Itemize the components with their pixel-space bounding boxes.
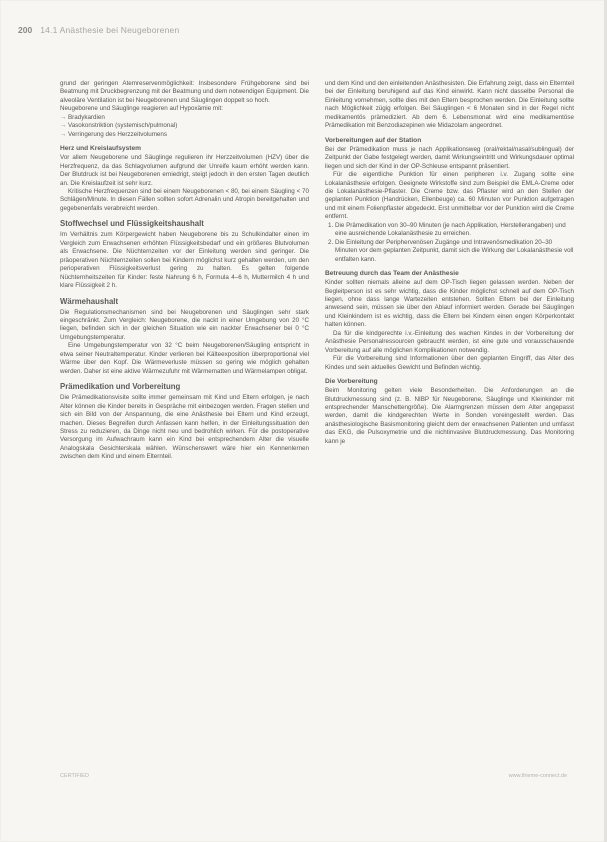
heading-waermehaushalt: Wärmehaushalt — [60, 296, 119, 306]
page-number: 200 — [18, 25, 33, 35]
paragraph: Für die Vorbereitung sind Informationen über den geplanten Eingriff, das Alter des Kindes und sein aktuelles Gewicht und Befinden wichtig. — [325, 355, 574, 371]
heading-praemedikation: Prämedikation und Vorbereitung — [60, 382, 181, 392]
section-title: 14.1 Anästhesie bei Neugeborenen — [40, 25, 180, 35]
running-header — [18, 24, 587, 36]
list-item: 1. Die Prämedikation von 30–90 Minuten (je nach Applikation, Herstellerangaben) und eine ausreichende Lokalanästhesie zu erreichen. — [335, 222, 574, 239]
paragraph: Kritische Herzfrequenzen sind bei einem Neugeborenen < 80, bei einem Säugling < 70 Schlägen/Minute. In diesen Fällen sollten sofort Adrenalin und Atropin bereitgehalten und gegebenenfalls verabreicht werden. — [60, 187, 309, 212]
subheading-vorbereitung: Die Vorbereitung — [325, 378, 378, 386]
paragraph: Die Prämedikationsvisite sollte immer gemeinsam mit Kind und Eltern erfolgen, je nach Alter können die Kinder bereits in Gespräche mit einbezogen werden. Fragen stellen und sich ein Bild von der Anspannung, die eine Anästhesie bei Eltern und Kind erzeugt, machen. Dieses Begreifen durch Anfassen kann helfen, in der Einleitungssituation den Stress zu reduzieren, da Dinge nicht neu und bedrohlich wirken. Für die postoperative Versorgung im Aufwachraum kann ein Kind bei entsprechendem Alter die visuelle Analogskala Gesichterskala wählen. Wünschenswert wäre hier ein Kennenlernen zwischen dem Kind und einem Elternteil. — [60, 394, 309, 461]
paragraph: Die Regulationsmechanismen sind bei Neugeborenen und Säuglingen sehr stark eingeschränkt. Zum Vergleich: Neugeborene, die nackt in einer Umgebung von 20 °C liegen, befinden sich in der gleichen Situation wie ein nackter Erwachsener bei 0 °C Umgebungstemperatur. — [60, 308, 309, 341]
list-item: → Vasokonstriktion (systemisch/pulmonal) — [60, 122, 309, 130]
two-column-body — [60, 80, 574, 760]
paragraph: grund der geringen Atemreservenmöglichkeit: Insbesondere Frühgeborene sind bei Beatmung mit Druckbegrenzung mit der Beatmung und dem notwendigen Equipment. Die alveoläre Ventilation ist bei Neugeborenen und Säuglingen doppelt so hoch. — [60, 80, 309, 104]
paragraph: Vor allem Neugeborene und Säuglinge regulieren ihr Herzzeitvolumen (HZV) über die Herzfrequenz, da das Schlagvolumen aufgrund der Unreife kaum erhöht werden kann. Der Blutdruck ist bei Neugeborenen erniedrigt, steigt jedoch in den ersten Tagen deutlich an. Die Kreislaufzeit ist sehr kurz. — [60, 154, 309, 187]
list-item: 2. Die Einleitung der Periphervenösen Zugänge und Intravenösmedikation 20–30 Minuten vor dem geplanten Zeitpunkt, damit sich die Wirkung der Lokalanästhesie voll entfalten kann. — [335, 239, 574, 264]
right-column — [325, 80, 574, 760]
paragraph: Bei der Prämedikation muss je nach Applikationsweg (oral/rektal/nasal/sublingual) der Zeitpunkt der Gabe festgelegt werden, damit Wirkungseintritt und Wirkungsdauer optimal liegen und sich der Kind in der OP-Schleuse entspannt präsentiert. — [325, 145, 574, 170]
subheading-herz: Herz und Kreislaufsystem — [60, 145, 141, 153]
bullet-list — [60, 114, 309, 139]
list-item: → Verringerung des Herzzeitvolumens — [60, 131, 309, 139]
footer-left-note: CERTIFIED — [60, 773, 89, 779]
heading-stoffwechsel: Stoffwechsel und Flüssigkeitshaushalt — [60, 219, 204, 229]
paragraph: Da für die kindgerechte i.v.-Einleitung des wachen Kindes in der Vorbereitung der Anästhesie Personalressourcen gebraucht werden, ist eine gute und vorausschauende Vorbereitung auf alle möglichen Komplikationen notwendig. — [325, 329, 574, 354]
list-item: → Bradykardien — [60, 114, 309, 122]
numbered-list — [325, 222, 574, 264]
paragraph: Kinder sollten niemals alleine auf dem OP-Tisch liegen gelassen werden. Neben der Begleitperson ist es sehr wichtig, dass die Kinder möglichst schnell auf dem OP-Tisch liegen, ohne dass lange Wartezeiten entstehen. Sollten Eltern bei der Einleitung anwesend sein, müssen sie über den Ablauf informiert werden. Gerade bei Säuglingen und Kleinkindern ist es wichtig, dass die Eltern bei Kindern einen engen Körperkontakt halten können. — [325, 279, 574, 329]
paragraph: Für die eigentliche Punktion für einen peripheren i.v. Zugang sollte eine Lokalanästhesie erfolgen. Geeignete Wirkstoffe sind zum Beispiel die EMLA-Creme oder die Lokalanästhesie-Pflaster. Die Creme bzw. das Pflaster wird an den Stellen der geplanten Punktion (Handrücken, Ellenbeuge) ca. 60 Minuten vor Punktion aufgetragen und mit einem Folienpflaster abgedeckt. Erst unmittelbar vor der Punktion wird die Creme entfernt. — [325, 171, 574, 221]
footer-right-note: www.thieme-connect.de — [508, 773, 567, 779]
page-footer — [60, 773, 567, 779]
paragraph: Beim Monitoring gelten viele Besonderheiten. Die Anforderungen an die Blutdruckmessung sind (z. B. NIBP für Neugeborene, Säuglinge und Kleinkinder mit entsprechender Manschettengröße). Die Alarmgrenzen müssen dem Alter angepasst werden, damit die kindgerechten Werte in Sonden voreingestellt werden. Das anästhesiologische Basismonitoring gleicht dem der erwachsenen Patienten und umfasst das EKG, die Pulsoxymetrie und die nichtinvasive Blutdruckmessung. Das Monitoring kann je — [325, 387, 574, 445]
left-column — [60, 80, 309, 760]
paragraph: und dem Kind und den einleitenden Anästhesisten. Die Erfahrung zeigt, dass ein Elternteil bei der Einleitung beruhigend auf das Kind einwirkt. Kann nicht dasselbe Personal die Einleitung vornehmen, sollte dies mit den Eltern besprochen werden. Die Einleitung sollte nach Möglichkeit zügig erfolgen. Bei Säuglingen < 6 Monaten sind in der Regel nicht medikamentös prämediziert. Ab dem 6. Lebensmonat wird eine medikamentöse Prämedikation mit Benzodiazepinen wie Midazolam angeordnet. — [325, 80, 574, 130]
paragraph: Neugeborene und Säuglinge reagieren auf Hypoxämie mit: — [60, 105, 223, 113]
paragraph: Im Verhältnis zum Körpergewicht haben Neugeborene bis zu Schulkindalter einen im Vergleich zum Erwachsenen erhöhten Flüssigkeitsbedarf und ein größeres Blutvolumen als Erwachsene. Die Nüchternzeiten vor der Einleitung werden sind geringer. Die präoperativen Nüchternzeiten sollen bei Kindern möglichst kurz gehalten werden, um den perioperativen Flüssigkeitsverlust gering zu halten. Es gelten folgende Nüchternheitszeiten für Kinder: feste Nahrung 6 h, Formula 4–6 h, Muttermilch 4 h und klare Flüssigkeit 2 h. — [60, 231, 309, 290]
subheading-betreuung: Betreuung durch das Team der Anästhesie — [325, 270, 459, 278]
paragraph: Eine Umgebungstemperatur von 32 °C beim Neugeborenen/Säugling entspricht in etwa seiner Neutraltemperatur. Kinder verlieren bei Kälteexposition überproportional viel Wärme über den Kopf. Die Wärmeverluste müssen so gering wie möglich gehalten werden. Daher ist eine aktive Wärmezufuhr mit Wärmematten und Wärmelampen obligat. — [60, 342, 309, 375]
subheading-station: Vorbereitungen auf der Station — [325, 136, 422, 144]
